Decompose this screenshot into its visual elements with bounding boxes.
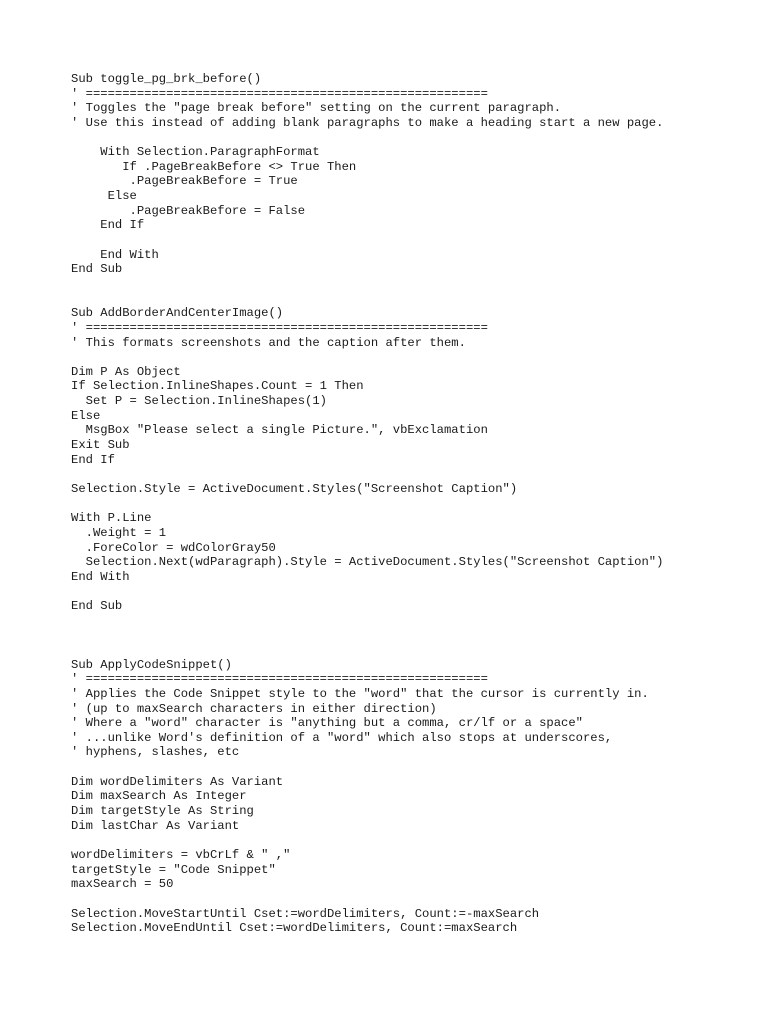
code-line [71, 760, 663, 775]
code-line [71, 584, 663, 599]
code-line: Dim targetStyle As String [71, 804, 254, 819]
code-line: Else [71, 189, 137, 204]
code-line [71, 628, 663, 643]
code-line [71, 892, 663, 907]
code-line [71, 233, 663, 248]
code-line [71, 131, 663, 146]
code-line: Dim lastChar As Variant [71, 818, 240, 833]
code-line: Selection.Next(wdParagraph).Style = ActiveDocument.Styles("Screenshot Caption") [71, 555, 664, 570]
code-line: .ForeColor = wdColorGray50 [71, 540, 276, 555]
code-line: End Sub [71, 262, 123, 277]
code-line: ' ======================================================= [71, 86, 488, 101]
code-line: End If [71, 218, 145, 233]
code-line [71, 833, 663, 848]
code-line: Sub toggle_pg_brk_before() [71, 72, 262, 86]
vba-code-block [71, 72, 663, 936]
code-line: MsgBox "Please select a single Picture.", vbExclamation [71, 423, 488, 438]
code-line [71, 614, 663, 629]
code-line: targetStyle = "Code Snippet" [71, 862, 276, 877]
code-line: ' hyphens, slashes, etc [71, 745, 240, 760]
code-line: ' This formats screenshots and the caption after them. [71, 335, 466, 350]
code-line: End With [71, 247, 159, 262]
code-line: Selection.MoveEndUntil Cset:=wordDelimiters, Count:=maxSearch [71, 921, 518, 936]
code-line: .Weight = 1 [71, 525, 167, 540]
code-line: With P.Line [71, 511, 152, 526]
code-line: End With [71, 569, 130, 584]
code-line: ' ...unlike Word's definition of a "word" which also stops at underscores, [71, 730, 613, 745]
code-line: Selection.MoveStartUntil Cset:=wordDelimiters, Count:=-maxSearch [71, 906, 540, 921]
code-line: If Selection.InlineShapes.Count = 1 Then [71, 379, 364, 394]
code-line: Exit Sub [71, 438, 130, 453]
code-line: With Selection.ParagraphFormat [71, 145, 320, 160]
code-line: wordDelimiters = vbCrLf & " ," [71, 847, 291, 862]
code-line: End Sub [71, 599, 123, 614]
code-line: Sub ApplyCodeSnippet() [71, 657, 232, 672]
code-line [71, 497, 663, 512]
code-line [71, 643, 663, 658]
code-line [71, 350, 663, 365]
code-line: ' ======================================================= [71, 672, 488, 687]
code-line: Dim wordDelimiters As Variant [71, 774, 284, 789]
code-line: ' Where a "word" character is "anything but a comma, cr/lf or a space" [71, 716, 583, 731]
code-line: maxSearch = 50 [71, 877, 174, 892]
code-line: .PageBreakBefore = True [71, 174, 298, 189]
code-line: Set P = Selection.InlineShapes(1) [71, 394, 327, 409]
code-line: ' Use this instead of adding blank paragraphs to make a heading start a new page. [71, 115, 664, 130]
code-line: .PageBreakBefore = False [71, 203, 306, 218]
code-line [71, 277, 663, 292]
code-line: ' Toggles the "page break before" setting on the current paragraph. [71, 101, 562, 116]
code-line: Sub AddBorderAndCenterImage() [71, 306, 284, 321]
code-line: Dim maxSearch As Integer [71, 789, 247, 804]
code-line: End If [71, 452, 115, 467]
code-line: If .PageBreakBefore <> True Then [71, 159, 357, 174]
code-line [71, 467, 663, 482]
code-line: Dim P As Object [71, 364, 181, 379]
code-line [71, 292, 663, 307]
code-line: ' (up to maxSearch characters in either direction) [71, 701, 437, 716]
code-line: ' Applies the Code Snippet style to the "word" that the cursor is currently in. [71, 686, 649, 701]
code-line: ' ======================================================= [71, 320, 488, 335]
code-line: Else [71, 408, 101, 423]
code-line: Selection.Style = ActiveDocument.Styles("Screenshot Caption") [71, 481, 518, 496]
